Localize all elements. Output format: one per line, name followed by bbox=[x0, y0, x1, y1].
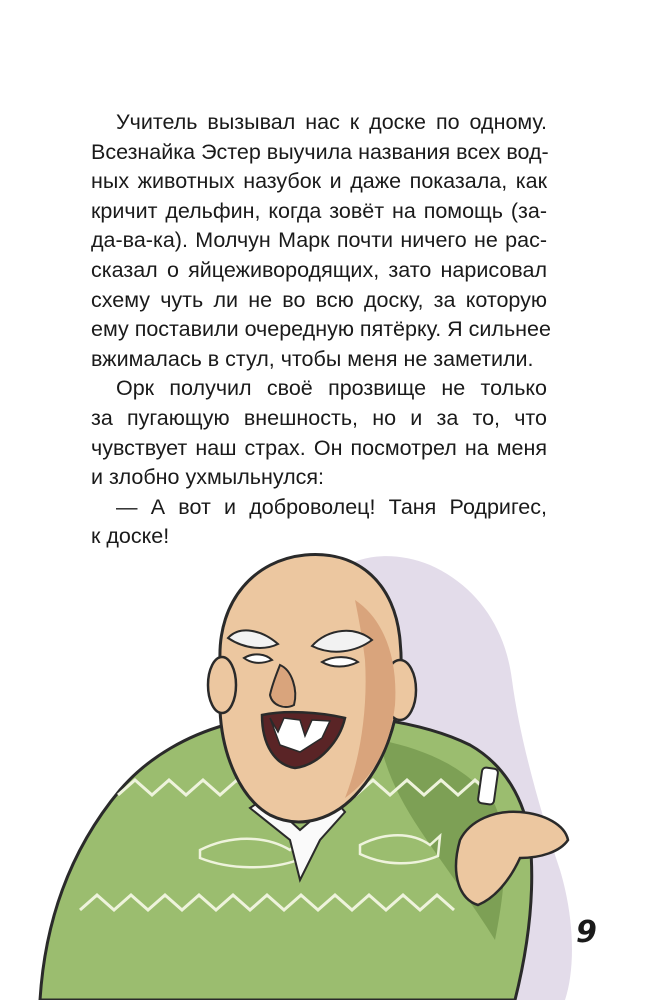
text-line: кричит дельфин, когда зовёт на помощь (за- bbox=[91, 198, 547, 223]
body-text bbox=[91, 108, 551, 552]
text-line: вжималась в стул, чтобы меня не заметили. bbox=[91, 346, 534, 371]
text-line: ему поставили очередную пятёрку. Я сильнее bbox=[91, 317, 551, 342]
text-line: Всезнайка Эстер выучила названия всех вод- bbox=[91, 139, 549, 164]
text-line: ных животных назубок и даже показала, как bbox=[91, 169, 547, 194]
text-line: чувствует наш страх. Он посмотрел на меня bbox=[91, 435, 547, 460]
text-line: сказал о яйцеживородящих, зато нарисовал bbox=[91, 257, 547, 282]
text-line: Орк получил своё прозвище не только bbox=[116, 376, 547, 401]
text-line: да-ва-ка). Молчун Марк почти ничего не рас- bbox=[91, 228, 547, 253]
right-eye bbox=[322, 657, 358, 666]
teacher-illustration bbox=[0, 540, 659, 1000]
text-line: — А вот и доброволец! Таня Родригес, bbox=[116, 494, 547, 519]
text-line: к доске! bbox=[91, 524, 170, 549]
page-number: 9 bbox=[576, 915, 597, 950]
text-line: за пугающую внешность, но и за то, что bbox=[91, 405, 547, 430]
text-line: Учитель вызывал нас к доске по одному. bbox=[116, 110, 547, 134]
text-line: схему чуть ли не во всю доску, за которую bbox=[91, 287, 547, 312]
left-ear bbox=[208, 657, 236, 713]
text-line: и злобно ухмыльнулся: bbox=[91, 465, 325, 490]
